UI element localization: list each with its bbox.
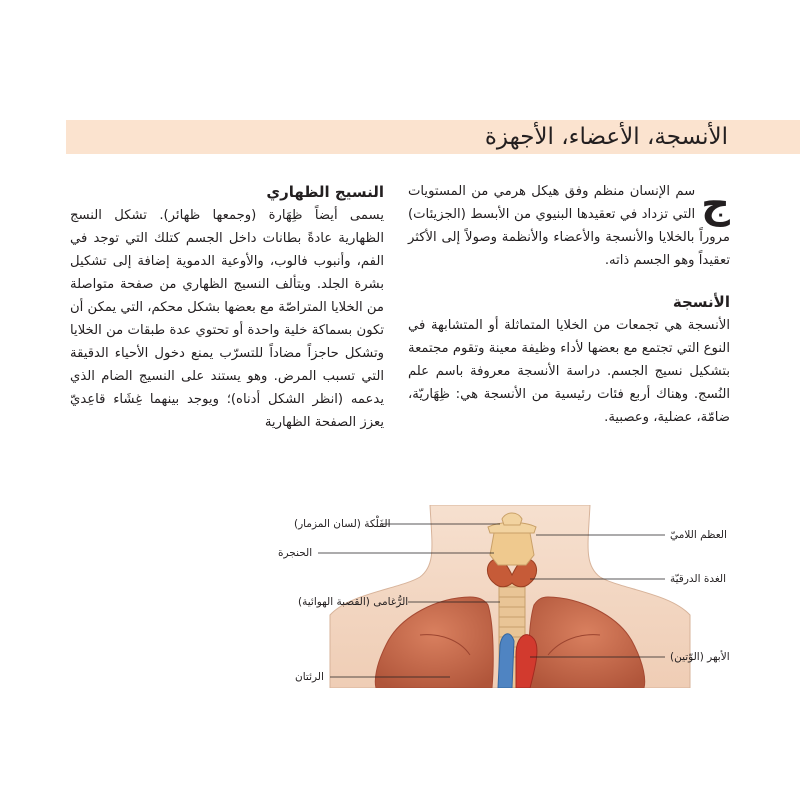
label-hyoid: العظم اللاميّ [670,529,727,541]
left-text-column [70,180,384,434]
label-thyroid: الغدة الدرقيّة [670,573,727,585]
intro-text: سم الإنسان منظم وفق هيكل هرمي من المستويات التي تزداد في تعقيدها البنيوي من الأبسط (الجزيئات) مروراً بالخلايا والأنسجة والأعضاء والأنظمة وصولاً إلى الأكثر تعقيداً وهو الجسم ذاته. [408,184,730,268]
epithelial-paragraph: يسمى أيضاً ظِهَارة (وجمعها ظهائر). تشكل النسج الظهارية عادةً بطانات داخل الجسم كتلك التي توجد في الفم، وأنبوب فالوب، والأوعية الدموية إضافة إلى تشكيل بشرة الجلد. ويتألف النسيج الظهاري من صفحة متواصلة من الخلايا المتراصّة مع بعضها بشكل محكم، التي يمكن أن تكون بسماكة خلية واحدة أو تحتوي عدة طبقات من الخلايا وتشكل حاجزاً مضاداً للتسرّب يمنع دخول الأحياء الدقيقة التي تسبب المرض. وهو يستند على النسيج الضام الذي يدعمه (انظر الشكل أدناه)؛ ويوجد بينهما غِشَاء قاعِديّ يعزز الصفحة الظهارية [70,208,384,430]
label-aorta: الأبهر (الوّتين) [670,651,730,663]
chapter-header-band [66,120,800,154]
label-trachea: الرُّغامى (القصبة الهوائية) [298,596,409,608]
intro-paragraph [408,180,730,272]
tissues-paragraph: الأنسجة هي تجمعات من الخلايا المتماثلة أو المتشابهة في النوع التي تجتمع مع بعضها لأداء وظيفة معينة وتقوم مجتمعة بتشكيل نسيج الجسم. دراسة الأنسجة معروفة باسم علم النُسج. وهناك أربع فئات رئيسية من الأنسجة هي: ظِهَاريّة، ضامّة، عضلية، وعصبية. [408,318,730,425]
drop-cap: ج [701,181,730,227]
epiglottis [502,513,522,525]
label-lungs: الرئتان [295,671,324,683]
chapter-title: الأنسجة، الأعضاء، الأجهزة [484,124,728,150]
anatomy-figure [0,505,800,688]
label-larynx: الحنجرة [278,547,313,559]
label-epiglottis: الفَلْكة (لسان المزمار) [294,518,391,530]
tissues-heading: الأنسجة [672,293,730,311]
larynx [490,533,534,565]
right-text-column [408,180,730,429]
epithelial-heading: النسيج الظهاري [266,183,384,201]
vena [498,634,514,688]
